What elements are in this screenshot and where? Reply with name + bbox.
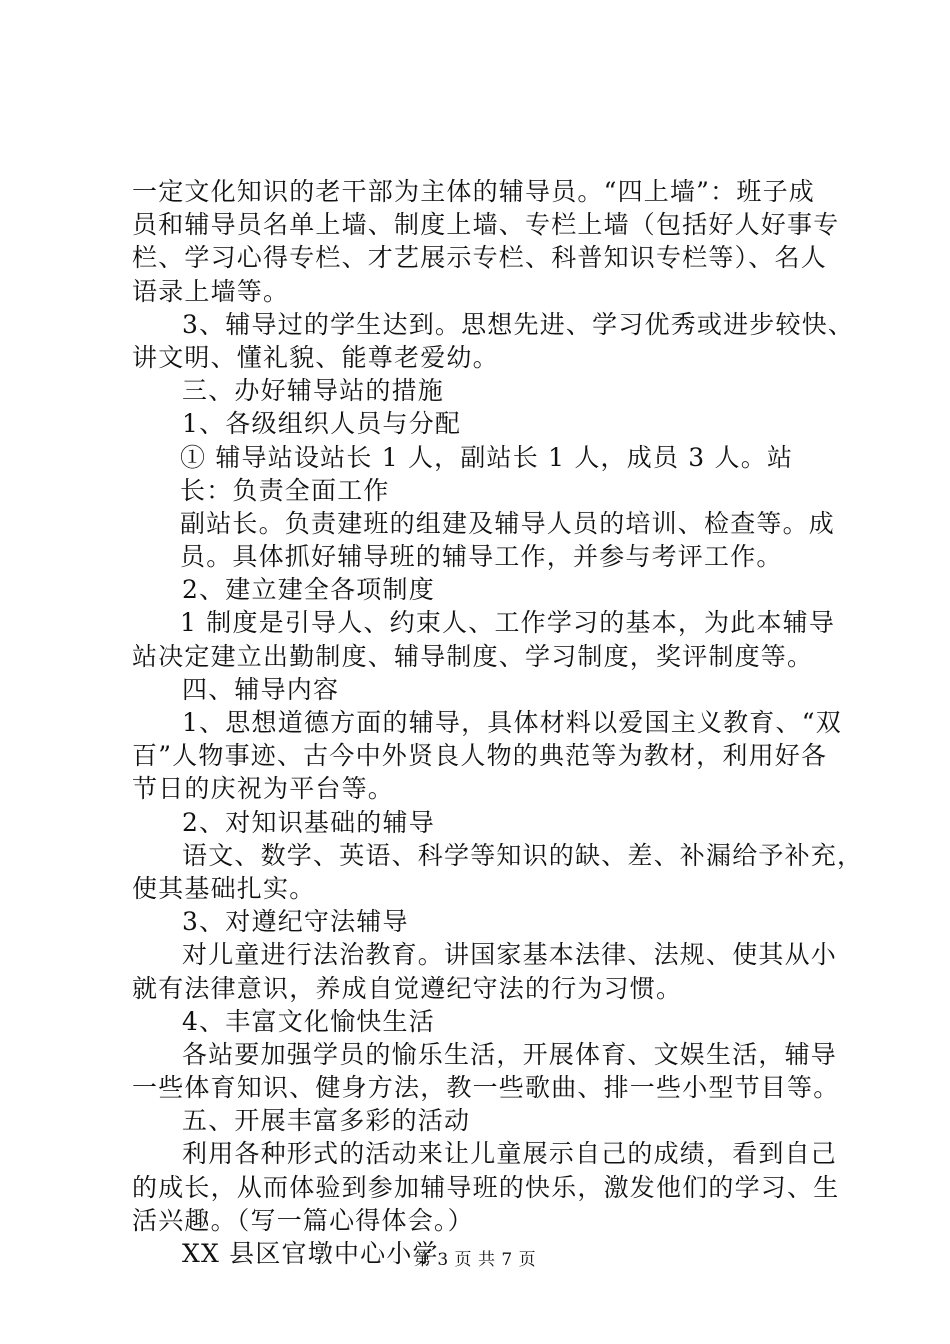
text-line: 站决定建立出勤制度、辅导制度、学习制度，奖评制度等。 — [132, 641, 814, 671]
text-line: 使其基础扎实。 — [132, 873, 316, 903]
text-line: 四、辅导内容 — [182, 674, 340, 704]
text-line: 三、办好辅导站的措施 — [182, 376, 445, 406]
text-line: 员和辅导员名单上墙、制度上墙、专栏上墙（包括好人好事专 — [132, 210, 840, 240]
text-line: 百”人物事迹、古今中外贤良人物的典范等为教材，利用好各 — [132, 741, 828, 771]
text-line: ① 辅导站设站长 1 人，副站长 1 人，成员 3 人。站 — [180, 442, 794, 472]
text-line: XX 县区官墩中心小学 — [182, 1239, 439, 1268]
text-line: 语文、数学、英语、科学等知识的缺、差、补漏给予补充， — [182, 840, 864, 870]
text-line: 2、建立建全各项制度 — [182, 575, 435, 605]
text-line: 栏、学习心得专栏、才艺展示专栏、科普知识专栏等）、名人 — [132, 243, 827, 273]
text-line: 语录上墙等。 — [132, 276, 290, 306]
text-line: 讲文明、懂礼貌、能尊老爱幼。 — [132, 342, 499, 372]
text-line: 2、对知识基础的辅导 — [182, 807, 435, 837]
text-line: 节日的庆祝为平台等。 — [132, 774, 395, 804]
text-line: 长：负责全面工作 — [180, 475, 390, 505]
text-line: 员。具体抓好辅导班的辅导工作，并参与考评工作。 — [180, 542, 783, 572]
page-footer: 第 3 页 共 7 页 — [413, 1250, 537, 1270]
text-line: 3、辅导过的学生达到。思想先进、学习优秀或进步较快、 — [182, 309, 855, 339]
text-line: 1、各级组织人员与分配 — [182, 409, 462, 439]
text-line: 4、丰富文化愉快生活 — [182, 1006, 435, 1036]
text-line: 就有法律意识，养成自觉遵纪守法的行为习惯。 — [132, 973, 683, 1003]
text-line: 利用各种形式的活动来让儿童展示自己的成绩，看到自己 — [182, 1139, 838, 1169]
text-line: 对儿童进行法治教育。讲国家基本法律、法规、使其从小 — [182, 940, 838, 970]
text-line: 五、开展丰富多彩的活动 — [182, 1106, 471, 1136]
text-line: 一定文化知识的老干部为主体的辅导员。“四上墙”：班子成 — [132, 177, 815, 206]
text-line: 活兴趣。（写一篇心得体会。） — [132, 1205, 474, 1235]
document-body — [132, 175, 864, 1270]
text-line: 1、思想道德方面的辅导，具体材料以爱国主义教育、“双 — [182, 708, 842, 737]
text-line: 3、对遵纪守法辅导 — [182, 907, 409, 937]
text-line: 一些体育知识、健身方法，教一些歌曲、排一些小型节目等。 — [132, 1073, 840, 1103]
text-line: 各站要加强学员的愉乐生活，开展体育、文娱生活，辅导 — [182, 1039, 838, 1069]
text-line: 副站长。负责建班的组建及辅导人员的培训、检查等。成 — [180, 508, 836, 538]
text-line: 的成长，从而体验到参加辅导班的快乐，激发他们的学习、生 — [132, 1172, 840, 1202]
text-line: 1 制度是引导人、约束人、工作学习的基本，为此本辅导 — [180, 608, 836, 638]
